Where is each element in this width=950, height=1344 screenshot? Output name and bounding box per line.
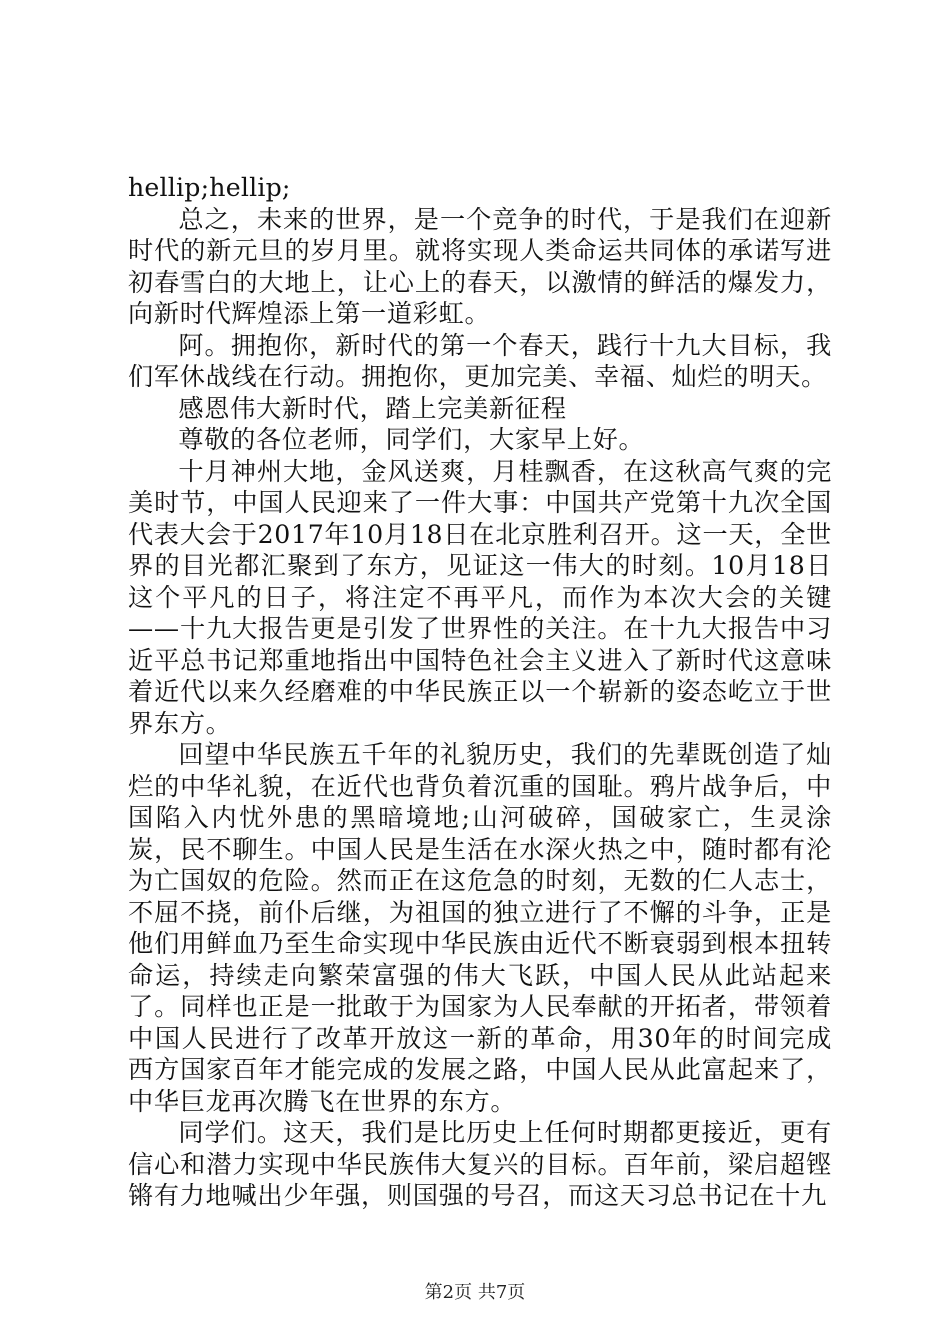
speech-title: 感恩伟大新时代，踏上完美新征程 — [178, 393, 567, 423]
paragraph-history: 回望中华民族五千年的礼貌历史，我们的先辈既创造了灿烂的中华礼貌，在近代也背负着沉重的国耻。鸦片战争后，中国陷入内忧外患的黑暗境地;山河破碎，国破家亡，生灵涂炭，民不聊生。中国人民是生活在水深火热之中，随时都有沦为亡国奴的危险。然而正在这危急的时刻，无数的仁人志士，不屈不挠，前仆后继，为祖国的独立进行了不懈的斗争，正是他们用鲜血乃至生命实现中华民族由近代不断衰弱到根本扭转命运，持续走向繁荣富强的伟大飞跃，中国人民从此站起来了。同样也正是一批敢于为国家为人民奉献的开拓者，带领着中国人民进行了改革开放这一新的革命，用30年的时间完成西方国家百年才能完成的发展之路，中国人民从此富起来了，中华巨龙再次腾飞在世界的东方。 — [128, 740, 832, 1116]
paragraph-congress: 十月神州大地，金风送爽，月桂飘香，在这秋高气爽的完美时节，中国人民迎来了一件大事：中国共产党第十九次全国代表大会于2017年10月18日在北京胜利召开。这一天，全世界的目光都汇聚到了东方，见证这一伟大的时刻。10月18日这个平凡的日子，将注定不再平凡，而作为本次大会的关键——十九大报告更是引发了世界性的关注。在十九大报告中习近平总书记郑重地指出中国特色社会主义进入了新时代这意味着近代以来久经磨难的中华民族正以一个崭新的姿态屹立于世界东方。 — [128, 456, 832, 738]
speech-greeting: 尊敬的各位老师，同学们，大家早上好。 — [178, 425, 645, 454]
paragraph-ellipsis: hellip;hellip; — [128, 173, 291, 202]
paragraph-students: 同学们。这天，我们是比历史上任何时期都更接近，更有信心和潜力实现中华民族伟大复兴的目标。百年前，梁启超铿锵有力地喊出少年强，则国强的号召，而这天习总书记在十九 — [128, 1118, 832, 1210]
paragraph-future-world: 总之，未来的世界，是一个竞争的时代，于是我们在迎新时代的新元旦的岁月里。就将实现人类命运共同体的承诺写进初春雪白的大地上，让心上的春天，以激情的鲜活的爆发力，向新时代辉煌添上第一道彩虹。 — [128, 204, 832, 328]
document-body — [128, 172, 832, 1212]
page-number-footer: 第2页 共7页 — [424, 1282, 526, 1303]
paragraph-embrace-spring: 阿。拥抱你，新时代的第一个春天，践行十九大目标，我们军休战线在行动。拥抱你，更加完美、幸福、灿烂的明天。 — [128, 330, 832, 391]
